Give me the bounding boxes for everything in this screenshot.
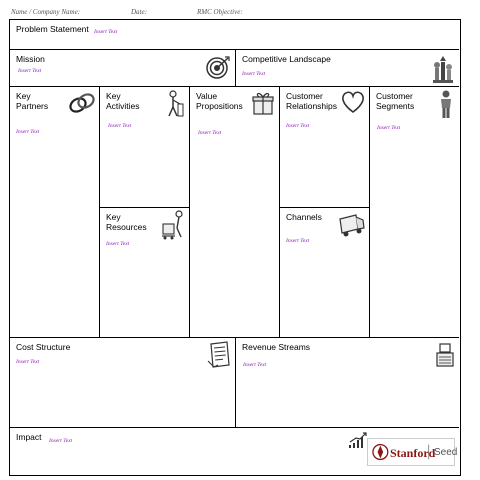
value-propositions-insert-text[interactable]: Insert Text bbox=[198, 130, 222, 136]
name-company-label: Name / Company Name: bbox=[11, 8, 81, 16]
cost-structure-title: Cost Structure bbox=[16, 342, 71, 352]
key-partners-insert-text[interactable]: Insert Text bbox=[16, 129, 40, 135]
header bbox=[11, 6, 471, 18]
customer-relationships-box[interactable] bbox=[280, 87, 370, 208]
customer-segments-title: Customer Segments bbox=[376, 91, 415, 111]
stanford-seed-logo bbox=[367, 438, 458, 466]
delivery-truck-icon bbox=[338, 211, 366, 239]
customer-relationships-title: Customer Relationships bbox=[286, 91, 338, 111]
problem-statement-box[interactable] bbox=[10, 20, 459, 50]
channels-insert-text[interactable]: Insert Text bbox=[286, 238, 310, 244]
date-label: Date: bbox=[131, 8, 147, 16]
heart-icon bbox=[340, 89, 366, 115]
revenue-streams-insert-text[interactable]: Insert Text bbox=[243, 362, 267, 368]
customer-relationships-insert-text[interactable]: Insert Text bbox=[286, 123, 310, 129]
customer-segments-box[interactable] bbox=[370, 87, 459, 338]
logo-brand-text: Stanford bbox=[390, 446, 436, 460]
revenue-streams-box[interactable] bbox=[236, 338, 459, 428]
competitive-landscape-title: Competitive Landscape bbox=[242, 54, 331, 64]
key-resources-box[interactable] bbox=[100, 208, 190, 338]
cost-structure-insert-text[interactable]: Insert Text bbox=[16, 359, 40, 365]
problem-statement-insert-text[interactable]: Insert Text bbox=[94, 29, 118, 35]
business-model-canvas bbox=[9, 19, 461, 476]
mission-insert-text[interactable]: Insert Text bbox=[18, 68, 42, 74]
revenue-streams-title: Revenue Streams bbox=[242, 342, 311, 352]
competitive-landscape-box[interactable] bbox=[236, 50, 459, 87]
impact-box[interactable] bbox=[10, 428, 459, 475]
key-partners-title: Key Partners bbox=[16, 91, 49, 111]
key-activities-insert-text[interactable]: Insert Text bbox=[108, 123, 132, 129]
hand-truck-icon bbox=[160, 210, 186, 240]
mission-box[interactable] bbox=[10, 50, 236, 87]
channels-title: Channels bbox=[286, 212, 322, 222]
logo-product-text: Seed bbox=[434, 447, 458, 458]
cost-structure-box[interactable] bbox=[10, 338, 236, 428]
gift-box-icon bbox=[250, 90, 276, 116]
receipt-icon bbox=[206, 341, 232, 369]
problem-statement-title: Problem Statement bbox=[16, 24, 89, 34]
person-icon bbox=[437, 89, 455, 119]
target-icon bbox=[205, 54, 231, 80]
impact-title: Impact bbox=[16, 432, 42, 442]
key-activities-title: Key Activities bbox=[106, 91, 140, 111]
value-propositions-title: Value Propositions bbox=[196, 91, 243, 111]
key-resources-title: Key Resources bbox=[106, 212, 147, 232]
competitive-landscape-insert-text[interactable]: Insert Text bbox=[242, 71, 266, 77]
objective-label: RMC Objective: bbox=[197, 8, 243, 16]
worker-icon bbox=[163, 90, 185, 118]
impact-insert-text[interactable]: Insert Text bbox=[49, 438, 73, 444]
channels-box[interactable] bbox=[280, 208, 370, 338]
key-activities-box[interactable] bbox=[100, 87, 190, 208]
key-partners-box[interactable] bbox=[10, 87, 100, 338]
customer-segments-insert-text[interactable]: Insert Text bbox=[377, 125, 401, 131]
value-propositions-box[interactable] bbox=[190, 87, 280, 338]
key-resources-insert-text[interactable]: Insert Text bbox=[106, 241, 130, 247]
cash-register-icon bbox=[434, 341, 456, 369]
chain-links-icon bbox=[67, 89, 97, 117]
mission-title: Mission bbox=[16, 54, 45, 64]
growth-chart-icon bbox=[348, 431, 368, 449]
chess-pieces-icon bbox=[431, 54, 455, 84]
